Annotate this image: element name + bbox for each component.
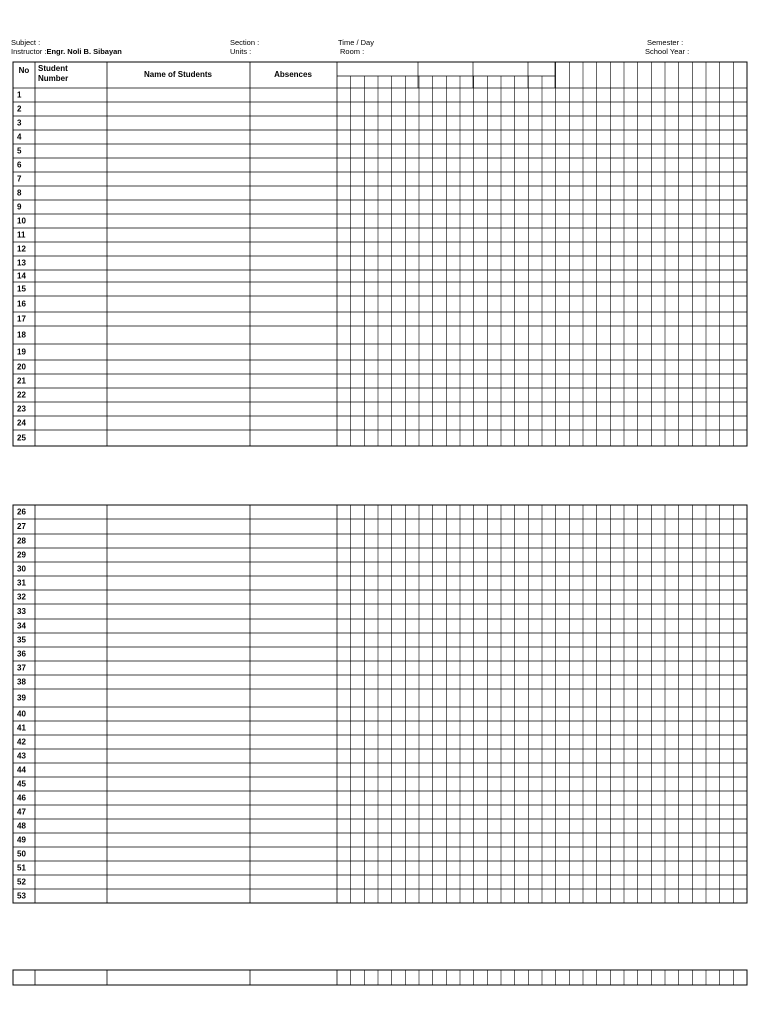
row-number: 21 (17, 376, 26, 386)
row-number: 48 (17, 821, 26, 831)
page1-border (13, 62, 747, 446)
page3-border (13, 970, 747, 985)
row-number: 27 (17, 522, 26, 531)
instructor-label: Instructor : (11, 47, 47, 56)
row-number: 26 (17, 507, 26, 517)
row-number: 3 (17, 118, 22, 128)
col-header-no: No (18, 66, 30, 75)
row-number: 23 (17, 404, 26, 414)
col-header-student-number-2: Number (38, 74, 69, 83)
timeday-label: Time / Day (338, 38, 374, 47)
row-number: 6 (17, 160, 22, 170)
row-number: 24 (17, 418, 26, 428)
row-number: 53 (17, 891, 26, 901)
row-number: 38 (17, 677, 26, 687)
row-number: 36 (17, 649, 26, 659)
col-header-name: Name of Students (143, 70, 213, 79)
record-grid (13, 62, 747, 985)
row-number: 30 (17, 564, 26, 574)
row-number: 29 (17, 550, 26, 560)
semester-label: Semester : (647, 38, 684, 47)
row-number: 16 (17, 299, 26, 309)
row-number: 9 (17, 202, 22, 212)
units-label: Units : (230, 47, 252, 56)
row-number: 17 (17, 314, 26, 324)
row-number: 33 (17, 607, 26, 616)
row-number: 22 (17, 390, 26, 400)
row-number: 52 (17, 877, 26, 887)
row-number: 2 (17, 104, 22, 114)
row-number: 37 (17, 663, 26, 673)
row-number: 50 (17, 849, 26, 859)
row-number: 18 (17, 330, 26, 340)
page2-border (13, 505, 747, 903)
subject-label: Subject : (11, 38, 41, 47)
row-number: 49 (17, 835, 26, 845)
row-number: 12 (17, 244, 26, 254)
row-number: 34 (17, 621, 26, 631)
row-number: 20 (17, 362, 26, 372)
row-number: 28 (17, 536, 26, 546)
section-label: Section : (230, 38, 260, 47)
row-number: 10 (17, 216, 26, 226)
row-number: 14 (17, 271, 26, 281)
row-number: 19 (17, 347, 26, 357)
row-number: 44 (17, 765, 26, 775)
row-number: 40 (17, 709, 26, 719)
row-number: 4 (17, 132, 22, 142)
row-number: 11 (17, 230, 26, 240)
row-number: 43 (17, 751, 26, 761)
row-number: 47 (17, 807, 26, 817)
col-header-absences: Absences (274, 70, 312, 79)
row-number: 5 (17, 146, 22, 156)
row-number: 35 (17, 635, 26, 645)
row-number: 46 (17, 793, 26, 803)
schoolyear-label: School Year : (645, 47, 690, 56)
row-number: 15 (17, 284, 26, 294)
row-number: 1 (17, 90, 22, 100)
col-header-student-number-1: Student (38, 64, 68, 73)
row-number: 42 (17, 737, 26, 747)
row-number: 7 (17, 174, 22, 184)
row-number: 8 (17, 188, 22, 198)
row-number: 41 (17, 723, 26, 733)
grid-labels (17, 64, 312, 901)
row-number: 45 (17, 779, 26, 789)
row-number: 39 (17, 693, 26, 703)
row-number: 51 (17, 863, 26, 873)
row-number: 31 (17, 578, 26, 588)
instructor-name: Engr. Noli B. Sibayan (46, 47, 122, 56)
row-number: 13 (17, 258, 26, 268)
room-label: Room : (340, 47, 365, 56)
row-number: 25 (17, 433, 26, 443)
row-number: 32 (17, 592, 26, 602)
